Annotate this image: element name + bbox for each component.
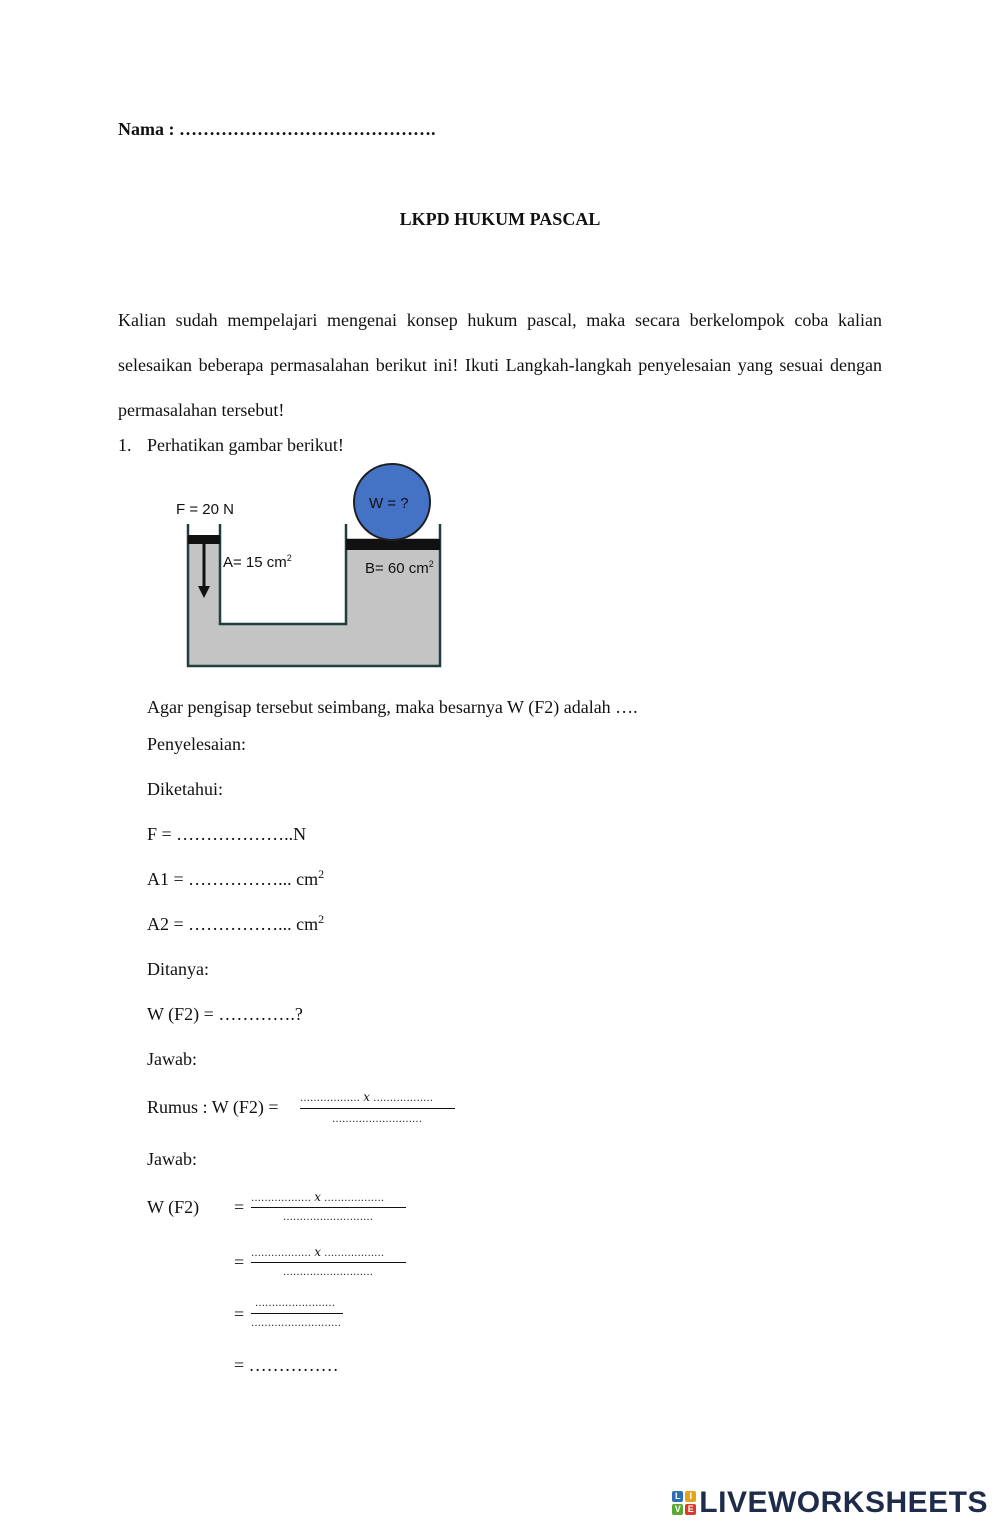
penyelesaian-label: Penyelesaian:	[147, 734, 246, 754]
jawab-label-2: Jawab:	[147, 1149, 197, 1169]
eq-sign-3: =	[234, 1304, 245, 1324]
intro-paragraph: Kalian sudah mempelajari mengenai konsep hukum pascal, maka secara berkelompok coba kalian selesaikan beberapa permasalahan berikut ini! Ikuti Langkah-langkah penyelesaian yang sesuai dengan permasalahan tersebut!	[118, 310, 882, 420]
final-answer-line: = ……………	[234, 1355, 339, 1375]
hydraulic-press-diagram	[170, 460, 460, 675]
logo-letter-v: V	[672, 1504, 683, 1515]
area-a-sup: 2	[286, 553, 292, 563]
rumus-num-left: ………………	[300, 1093, 360, 1104]
eq-sign-1: =	[234, 1197, 245, 1217]
w-blank-line: W (F2) = ………….?	[147, 1004, 303, 1024]
logo-letter-i: I	[685, 1491, 696, 1502]
f-blank-line: F = ………………..N	[147, 824, 307, 844]
step2-x: x	[314, 1245, 321, 1259]
area-b-text: B= 60 cm	[365, 560, 429, 577]
area-b-sup: 2	[428, 559, 434, 569]
step1-num-left: ………………	[251, 1193, 311, 1204]
question-text: Perhatikan gambar berikut!	[147, 435, 344, 455]
rumus-denominator: ………………………	[332, 1114, 422, 1125]
step3-fraction-bar	[251, 1313, 343, 1314]
rumus-label: Rumus : W (F2) =	[147, 1097, 279, 1117]
step1-num-right: ………………	[324, 1193, 385, 1204]
a1-blank-line	[147, 869, 324, 890]
a2-blank-line	[147, 914, 324, 935]
solution-prompt: Agar pengisap tersebut seimbang, maka besarnya W (F2) adalah ….	[147, 697, 638, 717]
logo-letter-e: E	[685, 1504, 696, 1515]
step2-denominator: ………………………	[283, 1267, 373, 1278]
ditanya-label: Ditanya:	[147, 959, 209, 979]
question-number: 1.	[118, 435, 132, 455]
logo-mark	[672, 1491, 696, 1515]
step3-numerator: ……………………	[255, 1298, 335, 1309]
rumus-x: x	[363, 1090, 370, 1104]
page-title: LKPD HUKUM PASCAL	[399, 209, 601, 229]
logo-wordmark: LIVEWORKSHEETS	[699, 1486, 988, 1519]
area-a-text: A= 15 cm	[223, 554, 287, 571]
area-a-label	[223, 553, 292, 571]
rumus-num-right: ………………	[373, 1093, 434, 1104]
rumus-fraction-bar	[300, 1108, 455, 1109]
step2-numerator	[251, 1245, 384, 1259]
eq-sign-2: =	[234, 1252, 245, 1272]
diketahui-label: Diketahui:	[147, 779, 223, 799]
jawab-label-1: Jawab:	[147, 1049, 197, 1069]
a2-sup: 2	[318, 912, 325, 926]
weight-label: W = ?	[369, 495, 409, 512]
step1-x: x	[314, 1190, 321, 1204]
a2-text: A2 = ……………... cm	[147, 914, 319, 934]
logo-letter-l: L	[672, 1491, 683, 1502]
step2-num-left: ………………	[251, 1248, 311, 1259]
step3-denominator: ………………………	[251, 1318, 341, 1329]
step2-num-right: ………………	[324, 1248, 385, 1259]
step1-fraction-bar	[251, 1207, 406, 1208]
rumus-numerator	[300, 1090, 433, 1104]
liveworksheets-logo	[672, 1486, 988, 1520]
step2-fraction-bar	[251, 1262, 406, 1263]
step1-numerator	[251, 1190, 384, 1204]
area-b-label	[365, 559, 434, 577]
a1-text: A1 = ……………... cm	[147, 869, 319, 889]
force-label: F = 20 N	[176, 501, 234, 518]
name-field-label: Nama : …………………………………….	[118, 119, 436, 139]
wf2-label: W (F2)	[147, 1197, 200, 1217]
small-piston	[188, 535, 220, 544]
a1-sup: 2	[318, 867, 325, 881]
step1-denominator: ………………………	[283, 1212, 373, 1223]
